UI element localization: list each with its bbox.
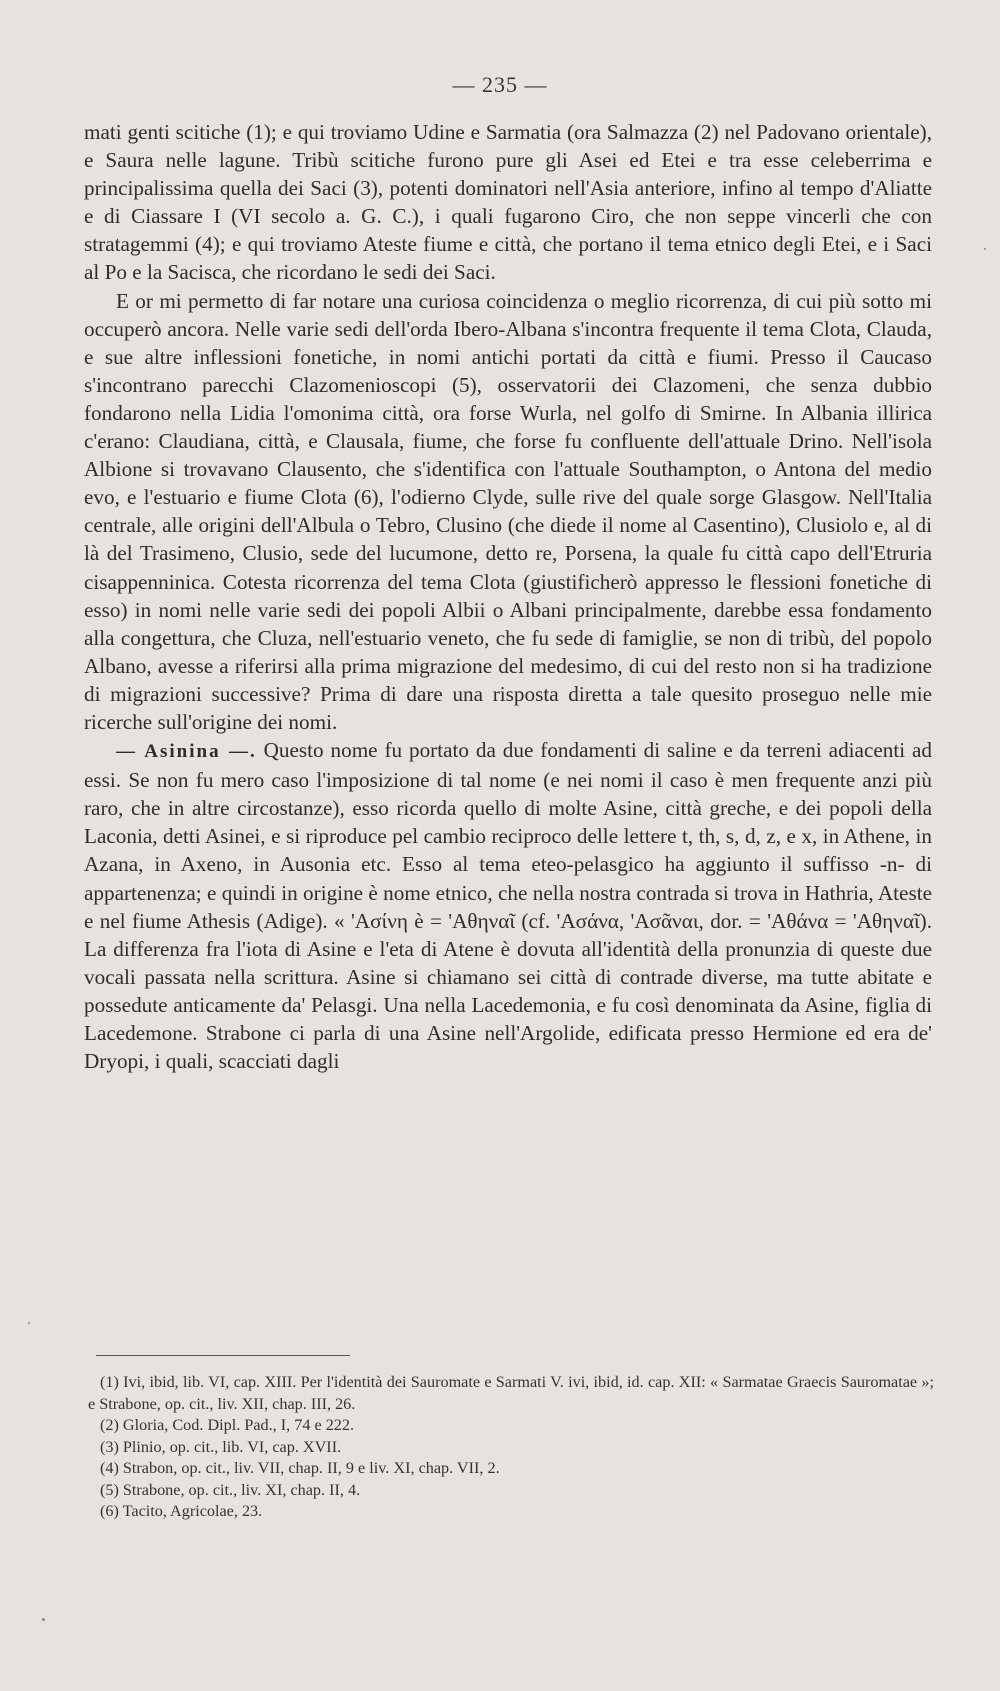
footnote: (5) Strabone, op. cit., liv. XI, chap. II, 4. (100, 1480, 361, 1499)
footnote: (3) Plinio, op. cit., lib. VI, cap. XVII. (100, 1437, 342, 1456)
footnote: (2) Gloria, Cod. Dipl. Pad., I, 74 e 222. (100, 1416, 355, 1434)
footnote: (6) Tacito, Agricolae, 23. (100, 1502, 263, 1520)
footnote: (1) Ivi, ibid, lib. VI, cap. XIII. Per l'identità dei Sauromate e Sarmati V. ivi, ibid, id. cap. XII: « Sarmatae Graecis Sauromatae »; e Strabone, op. cit., liv. XII, chap. III, 26. (88, 1373, 934, 1413)
paper-speck (984, 248, 986, 250)
footnotes (88, 1372, 934, 1523)
body-paragraph: mati genti scitiche (1); e qui troviamo Udine e Sarmatia (ora Salmazza (2) nel Padovano orientale), e Saura nelle lagune. Tribù scitiche furono pure gli Asei ed Etei e tra esse celeberrima e principalissima quella dei Saci (3), potenti dominatori nell'Asia anteriore, infino al tempo d'Aliatte e di Ciassare I (VI secolo a. G. C.), i quali fugarono Ciro, che non seppe vincerli che con stratagemmi (4); e qui troviamo Ateste fiume e città, che portano il tema etnico degli Etei, e i Saci al Po e la Sacisca, che ricordano le sedi dei Saci. (84, 120, 932, 285)
section-text: Questo nome fu portato da due fondamenti di saline e da terreni adiacenti ad essi. Se non fu mero caso l'imposizione di tal nome (e nei nomi il caso è men frequente anzi più raro, che in altre circostanze), esso ricorda quello di molte Asine, città greche, e dei popoli della Laconia, detti Asinei, e si riproduce pel cambio reciproco delle lettere t, th, s, d, z, e x, in Athene, in Azana, in Axeno, in Ausonia etc. Esso al tema eteo-pelasgico ha aggiunto il suffisso -n- di appartenenza; e quindi in origine è nome etnico, che nella nostra contrada si trova in Hathria, Ateste e nel fiume Athesis (Adige). « 'Ασίνη è = 'Αθηναῖ (cf. 'Ασάνα, 'Ασᾶναι, dor. = 'Αθάνα = 'Αθηναῖ). La differenza fra l'iota di Asine e l'eta di Atene è dovuta all'identità della pronunzia di queste due vocali passata nella scrittura. Asine si chiamano sei città di contrade diverse, ma tutte abitate e possedute anticamente da' Pelasgi. Una nella Lacedemonia, e fu così denominata da Asine, figlia di Lacedemone. Strabone ci parla di una Asine nell'Argolide, edificata presso Hermione ed era de' Dryopi, i quali, scacciati dagli (84, 738, 933, 1074)
footnote: (4) Strabon, op. cit., liv. VII, chap. II, 9 e liv. XI, chap. VII, 2. (100, 1459, 500, 1477)
paper-speck (42, 1618, 45, 1621)
page-number: — 235 — (452, 72, 548, 97)
paper-speck (28, 1322, 30, 1324)
body-text (84, 118, 932, 1075)
body-paragraph: E or mi permetto di far notare una curiosa coincidenza o meglio ricorrenza, di cui più sotto mi occuperò ancora. Nelle varie sedi dell'orda Ibero-Albana s'incontra frequente il tema Clota, Clauda, e sue altre inflessioni fonetiche, in nomi antichi portati da città e fiumi. Presso il Caucaso s'incontrano parecchi Clazomenioscopi (5), osservatorii dei Clazomeni, che senza dubbio fondarono nella Lidia l'omonima città, ora forse Wurla, nel golfo di Smirne. In Albania illirica c'erano: Claudiana, città, e Clausala, fiume, che forse fu confluente dell'attuale Drino. Nell'isola Albione si trovavano Clausento, che s'identifica con l'attuale Southampton, o Antona del medio evo, e l'estuario e fiume Clota (6), l'odierno Clyde, sulle rive del quale sorge Glasgow. Nell'Italia centrale, alle origini dell'Albula o Tebro, Clusino (che diede il nome al Casentino), Clusiolo e, al di là del Trasimeno, Clusio, sede del lucumone, detto re, Porsena, la quale fu città capo dell'Etruria cisappenninica. Cotesta ricorrenza del tema Clota (giustificherò appresso le flessioni fonetiche di esso) in nomi nelle varie sedi dei popoli Albii o Albani principalmente, darebbe essa fondamento alla congettura, che Cluza, nell'estuario veneto, che fu sede di famiglie, se non di tribù, del popolo Albano, avesse a riferirsi alla prima migrazione del medesimo, di cui del resto non si ha tradizione di migrazioni successive? Prima di dare una risposta diretta a tale quesito proseguo nelle mie ricerche sull'origine dei nomi. (84, 288, 932, 734)
section-paragraph-asinina (84, 736, 932, 1075)
footnote-separator (96, 1355, 350, 1356)
section-heading: — Asinina —. (116, 741, 257, 763)
